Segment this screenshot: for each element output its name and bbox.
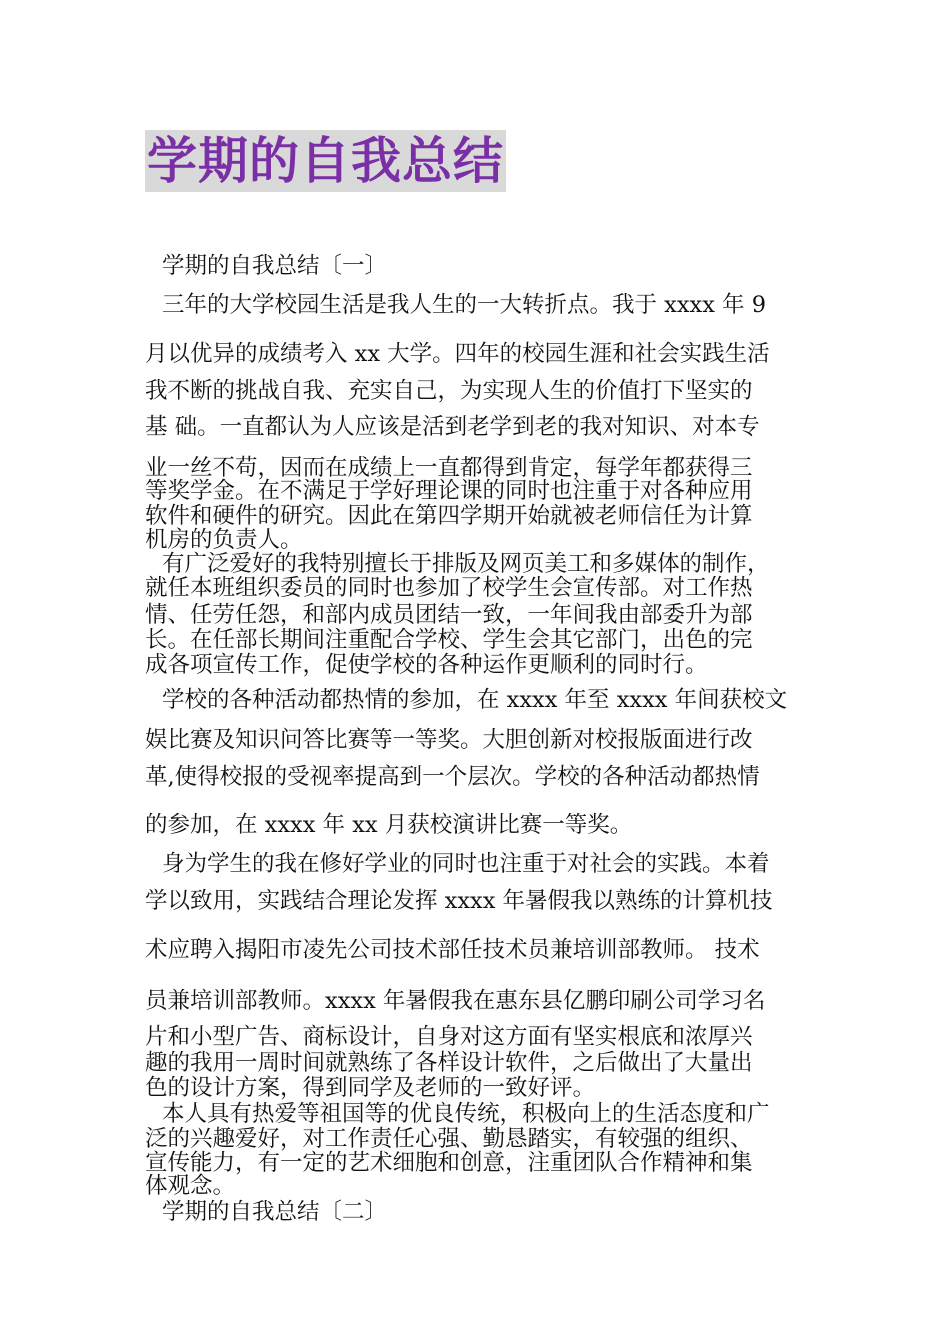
- paragraph-line: 片和小型广告、商标设计，自身对这方面有坚实根底和浓厚兴: [145, 1024, 753, 1050]
- paragraph-line: 学以致用，实践结合理论发挥 xxxx 年暑假我以熟练的计算机技: [145, 888, 773, 914]
- paragraph-line: 趣的我用一周时间就熟练了各样设计软件，之后做出了大量出: [145, 1050, 753, 1076]
- paragraph-line: 成各项宣传工作，促使学校的各种运作更顺利的同时行。: [145, 652, 708, 678]
- paragraph-line: 身为学生的我在修好学业的同时也注重于对社会的实践。本着: [162, 851, 770, 877]
- paragraph-line: 体观念。: [145, 1173, 236, 1199]
- section-heading-2: 学期的自我总结〔二〕: [162, 1199, 388, 1225]
- paragraph-line: 色的设计方案，得到同学及老师的一致好评。: [145, 1075, 596, 1101]
- paragraph-line: 我不断的挑战自我、充实自己，为实现人生的价值打下坚实的: [145, 378, 753, 404]
- paragraph-line: 本人具有热爱等祖国等的优良传统，积极向上的生活态度和广: [162, 1101, 770, 1127]
- paragraph-line: 软件和硬件的研究。因此在第四学期开始就被老师信任为计算: [145, 503, 753, 529]
- paragraph-line: 业一丝不苟，因而在成绩上一直都得到肯定，每学年都获得三: [145, 455, 753, 481]
- paragraph-line: 有广泛爱好的我特别擅长于排版及网页美工和多媒体的制作，: [162, 551, 770, 577]
- paragraph-line: 娱比赛及知识问答比赛等一等奖。大胆创新对校报版面进行改: [145, 727, 753, 753]
- paragraph-line: 等奖学金。在不满足于学好理论课的同时也注重于对各种应用: [145, 478, 753, 504]
- paragraph-line: 革,使得校报的受视率提高到一个层次。学校的各种活动都热情: [145, 764, 760, 790]
- paragraph-line: 机房的负责人。: [145, 527, 303, 553]
- paragraph-line: 长。在任部长期间注重配合学校、学生会其它部门，出色的完: [145, 627, 753, 653]
- paragraph-line: 情、任劳任怨，和部内成员团结一致，一年间我由部委升为部: [145, 602, 753, 628]
- document-title: 学期的自我总结: [147, 132, 504, 190]
- paragraph-line: 的参加，在 xxxx 年 xx 月获校演讲比赛一等奖。: [145, 812, 633, 838]
- paragraph-line: 月以优异的成绩考入 xx 大学。四年的校园生涯和社会实践生活: [145, 341, 770, 367]
- paragraph-line: 员兼培训部教师。xxxx 年暑假我在惠东县亿鹏印刷公司学习名: [145, 988, 766, 1014]
- paragraph-line: 三年的大学校园生活是我人生的一大转折点。我于 xxxx 年 9: [162, 292, 767, 318]
- paragraph-line: 就任本班组织委员的同时也参加了校学生会宣传部。对工作热: [145, 575, 753, 601]
- paragraph-line: 学校的各种活动都热情的参加，在 xxxx 年至 xxxx 年间获校文: [162, 687, 788, 713]
- paragraph-line: 术应聘入揭阳市凌先公司技术部任技术员兼培训部教师。 技术: [145, 937, 760, 963]
- paragraph-line: 泛的兴趣爱好，对工作责任心强、勤恳踏实，有较强的组织、: [145, 1126, 753, 1152]
- paragraph-line: 宣传能力，有一定的艺术细胞和创意，注重团队合作精神和集: [145, 1150, 753, 1176]
- section-heading-1: 学期的自我总结〔一〕: [162, 253, 388, 279]
- paragraph-line: 基 础。一直都认为人应该是活到老学到老的我对知识、对本专: [145, 414, 760, 440]
